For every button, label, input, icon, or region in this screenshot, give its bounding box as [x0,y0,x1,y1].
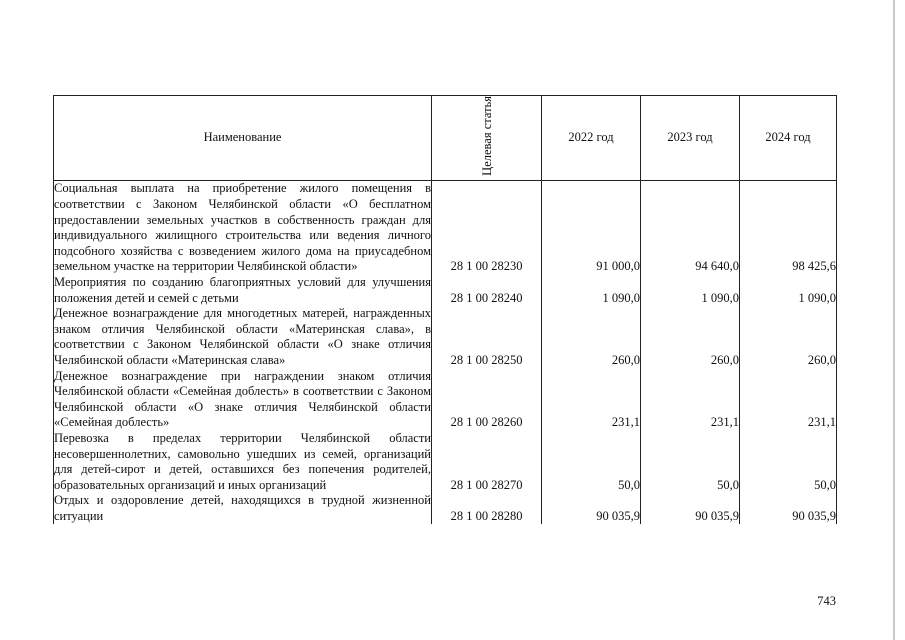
row-code: 28 1 00 28250 [432,306,542,368]
row-name: Денежное вознаграждение при награждении знаком отличия Челябинской области «Семейная доблесть» в соответствии с Законом Челябинской области «О знаке отличия Челябинской области «Семейная доблесть» [54,368,431,430]
row-value-2022: 1 090,0 [542,275,641,306]
row-value-2023: 260,0 [641,306,740,368]
row-value-2024: 90 035,9 [740,493,837,524]
header-code-label: Целевая статья [479,96,494,176]
row-value-2023: 50,0 [641,431,740,493]
row-name: Социальная выплата на приобретение жилого помещения в соответствии с Законом Челябинской области «О бесплатном предоставлении земельных участков в собственность граждан для индивидуального жилищного строительства или ведения личного подсобного хозяйства с возведением жилого дома на приусадебном земельном участке на территории Челябинской области» [54,181,431,274]
row-value-2024: 98 425,6 [740,181,837,275]
row-name: Денежное вознаграждение для многодетных матерей, награжденных знаком отличия Челябинской области «Материнская слава», в соответствии с Законом Челябинской области «О знаке отличия Челябинской области «Материнская слава» [54,306,431,367]
row-value-2023: 231,1 [641,369,740,431]
page-number: 743 [817,594,836,608]
row-code: 28 1 00 28270 [432,431,542,493]
row-name: Мероприятия по созданию благоприятных условий для улучшения положения детей и семей с детьми [54,274,431,305]
row-value-2022: 50,0 [542,431,641,493]
row-name: Отдых и оздоровление детей, находящихся в трудной жизненной ситуации [54,493,431,523]
row-value-2022: 90 035,9 [542,493,641,524]
row-value-2022: 231,1 [542,369,641,431]
row-code: 28 1 00 28280 [432,493,542,524]
row-code: 28 1 00 28240 [432,275,542,306]
row-value-2022: 260,0 [542,306,641,368]
row-value-2023: 1 090,0 [641,275,740,306]
table-row [54,306,837,368]
page-edge [893,0,895,640]
table-row [54,275,837,306]
row-value-2024: 260,0 [740,306,837,368]
row-name: Перевозка в пределах территории Челябинской области несовершеннолетних, самовольно ушедших из семей, организаций для детей-сирот и детей, оставшихся без попечения родителей, образовательных организаций и иных организаций [54,430,431,492]
row-value-2022: 91 000,0 [542,181,641,275]
row-value-2023: 90 035,9 [641,493,740,524]
row-value-2024: 1 090,0 [740,275,837,306]
table-row [54,493,837,524]
header-row [54,96,837,181]
table-row [54,431,837,493]
table-row [54,181,837,275]
header-year-2023: 2023 год [641,96,740,181]
row-code: 28 1 00 28230 [432,181,542,275]
row-value-2024: 231,1 [740,369,837,431]
header-code [432,96,542,181]
header-name: Наименование [54,96,432,181]
row-value-2023: 94 640,0 [641,181,740,275]
row-code: 28 1 00 28260 [432,369,542,431]
row-value-2024: 50,0 [740,431,837,493]
table-row [54,369,837,431]
header-year-2022: 2022 год [542,96,641,181]
budget-table [53,95,837,524]
header-year-2024: 2024 год [740,96,837,181]
